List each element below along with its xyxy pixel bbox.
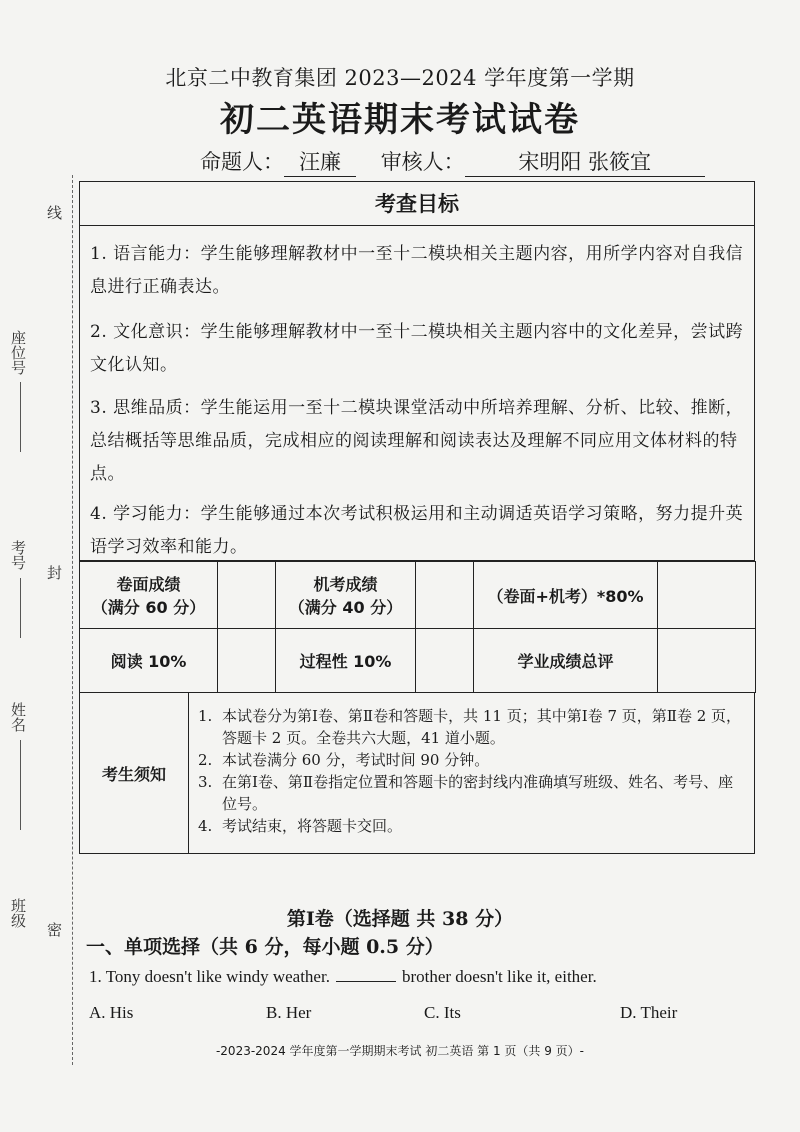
page-footer: -2023-2024 学年度第一学期期末考试 初二英语 第 1 页（共 9 页）- xyxy=(215,1044,585,1058)
score-row xyxy=(80,629,756,693)
notice-item: 1. 本试卷分为第Ⅰ卷、第Ⅱ卷和答题卡，共 11 页；其中第Ⅰ卷 7 页，第Ⅱ卷 2 页，答题卡 2 页。全卷共六大题，41 道小题。 xyxy=(198,707,742,747)
school-term-line: 北京二中教育集团 2023—2024 学年度第一学期 xyxy=(165,66,635,90)
machine-score-label: 机考成绩 （满分 40 分） xyxy=(276,562,416,629)
objectives-box xyxy=(79,181,755,561)
process-score-cell[interactable] xyxy=(416,629,474,693)
seat-number-label: 座位号 xyxy=(9,330,27,375)
notice-label: 考生须知 xyxy=(80,693,189,853)
reading-score-cell[interactable] xyxy=(218,629,276,693)
exam-number-label: 考号 xyxy=(9,540,27,570)
weighted-score-label: （卷面+机考）*80% xyxy=(474,562,658,629)
notice-list xyxy=(198,705,746,837)
name-blank xyxy=(20,740,21,830)
class-label: 班级 xyxy=(9,898,27,928)
objectives-title: 考查目标 xyxy=(80,182,754,226)
notice-item: 2. 本试卷满分 60 分，考试时间 90 分钟。 xyxy=(198,751,490,769)
author-row xyxy=(200,146,705,177)
reviewer-names: 宋明阳 张筱宜 xyxy=(465,146,705,177)
option-d[interactable]: D. Their xyxy=(620,1003,678,1022)
paper-score-cell[interactable] xyxy=(218,562,276,629)
option-c[interactable]: C. Its xyxy=(424,1003,461,1022)
section-title: 第Ⅰ卷（选择题 共 38 分） xyxy=(286,908,514,930)
answer-blank[interactable] xyxy=(336,981,396,982)
author-label: 命题人： xyxy=(200,150,284,174)
author-name: 汪廉 xyxy=(284,146,356,177)
paper-score-label: 卷面成绩 （满分 60 分） xyxy=(80,562,218,629)
overall-score-label: 学业成绩总评 xyxy=(474,629,658,693)
notice-item: 3. 在第Ⅰ卷、第Ⅱ卷指定位置和答题卡的密封线内准确填写班级、姓名、考号、座位号。 xyxy=(198,773,734,813)
reading-score-label: 阅读 10% xyxy=(80,629,218,693)
exam-title: 初二英语期末考试试卷 xyxy=(220,100,580,140)
objective-item: 1. 语言能力：学生能够理解教材中一至十二模块相关主题内容，用所学内容对自我信息进行正确表达。 xyxy=(90,244,744,297)
binding-mark-xian: 线 xyxy=(45,205,63,220)
objective-item: 3. 思维品质：学生能运用一至十二模块课堂活动中所培养理解、分析、比较、推断，总结概括等思维品质，完成相应的阅读理解和阅读表达及理解不同应用文体材料的特点。 xyxy=(90,398,744,484)
weighted-score-cell[interactable] xyxy=(658,562,756,629)
name-label: 姓名 xyxy=(9,702,27,732)
binding-mark-mi: 密 xyxy=(45,922,63,937)
machine-score-cell[interactable] xyxy=(416,562,474,629)
seat-number-blank xyxy=(20,382,21,452)
part-one-title: 一、单项选择（共 6 分，每小题 0.5 分） xyxy=(86,936,444,958)
score-table xyxy=(79,561,756,693)
binding-dashed-line xyxy=(72,175,73,1065)
binding-mark-feng: 封 xyxy=(45,565,63,580)
exam-notice-box xyxy=(79,692,755,854)
exam-number-blank xyxy=(20,578,21,638)
objective-item: 4. 学习能力：学生能够通过本次考试积极运用和主动调适英语学习策略，努力提升英语学习效率和能力。 xyxy=(90,504,744,557)
option-b[interactable]: B. Her xyxy=(266,1003,312,1022)
overall-score-cell[interactable] xyxy=(658,629,756,693)
option-a[interactable]: A. His xyxy=(89,1003,134,1022)
process-score-label: 过程性 10% xyxy=(276,629,416,693)
question-1-stem: 1. Tony doesn't like windy weather. brother doesn't like it, either. xyxy=(89,967,597,986)
notice-item: 4. 考试结束，将答题卡交回。 xyxy=(198,817,403,835)
reviewer-label: 审核人： xyxy=(380,150,465,174)
objective-item: 2. 文化意识：学生能够理解教材中一至十二模块相关主题内容中的文化差异，尝试跨文化认知。 xyxy=(90,322,744,375)
score-row xyxy=(80,562,756,629)
